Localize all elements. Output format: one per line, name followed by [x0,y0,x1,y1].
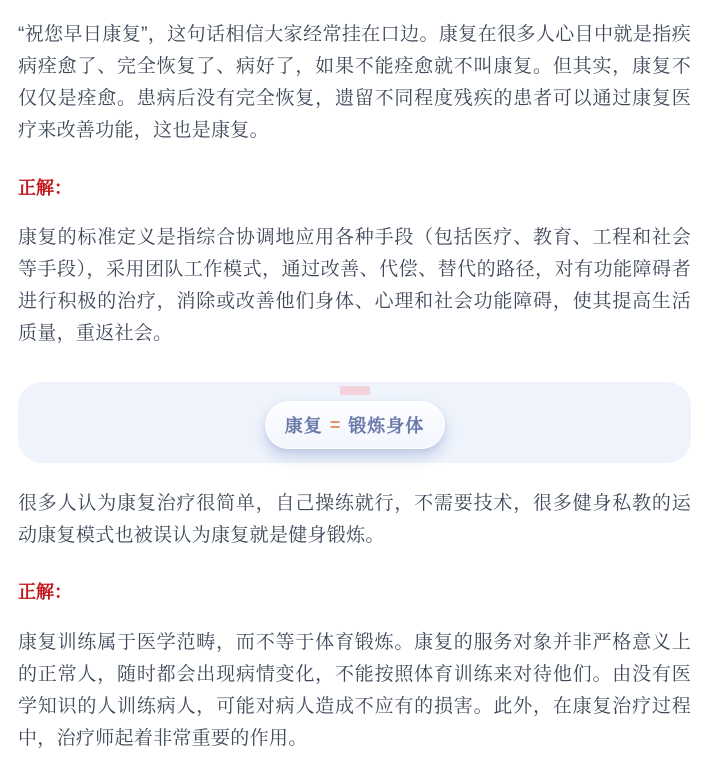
myth-pill-right-text: 锻炼身体 [348,416,425,436]
myth-card [18,382,691,463]
definition-paragraph: 康复的标准定义是指综合协调地应用各种手段（包括医疗、教育、工程和社会等手段），采用团队工作模式，通过改善、代偿、替代的路径，对有功能障碍者进行积极的治疗，消除或改善他们身体、心理和社会功能障碍，使其提高生活质量，重返社会。 [18,227,691,344]
misconception-paragraph: 很多人认为康复治疗很简单，自己操练就行，不需要技术，很多健身私教的运动康复模式也被误认为康复就是健身锻炼。 [18,493,691,546]
intro-paragraph: “祝您早日康复”，这句话相信大家经常挂在口边。康复在很多人心目中就是指疾病痊愈了、完全恢复了、病好了，如果不能痊愈就不叫康复。但其实，康复不仅仅是痊愈。患病后没有完全恢复，遗留不同程度残疾的患者可以通过康复医疗来改善功能，这也是康复。 [18,24,691,141]
correct-answer-heading-2: 正解： [18,582,72,602]
explanation-paragraph: 康复训练属于医学范畴，而不等于体育锻炼。康复的服务对象并非严格意义上的正常人，随时都会出现病情变化，不能按照体育训练来对待他们。由没有医学知识的人训练病人，可能对病人造成不应有的损害。此外，在康复治疗过程中，治疗师起着非常重要的作用。 [18,632,691,749]
correct-answer-heading-1: 正解： [18,178,72,198]
equals-sign: = [329,414,342,435]
myth-equation-pill [265,401,445,449]
card-tab-marker [340,386,370,395]
myth-pill-left-text: 康复 [284,416,323,436]
